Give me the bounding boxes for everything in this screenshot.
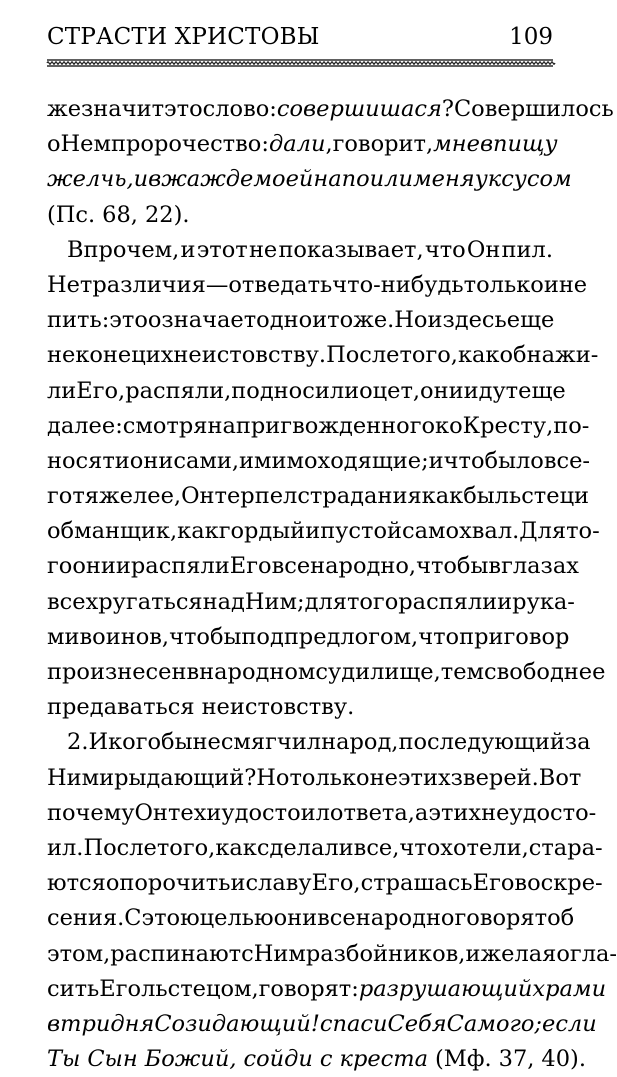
word: по- <box>553 412 590 439</box>
word: значит <box>81 96 165 122</box>
word: Он <box>466 236 501 263</box>
word: го <box>47 553 73 580</box>
word: неистовству. <box>201 694 355 721</box>
word: терпел <box>214 483 298 510</box>
word: распяли <box>398 588 498 615</box>
word: же <box>47 96 82 122</box>
word: обнажи- <box>499 342 599 369</box>
word: ли <box>47 377 77 404</box>
word: как <box>421 483 464 510</box>
word: того, <box>156 834 216 861</box>
word: Но <box>394 307 428 334</box>
word: и <box>239 447 255 474</box>
word: дня <box>110 1010 155 1037</box>
word: — <box>205 271 229 298</box>
word: распинают <box>110 940 242 967</box>
word: идут <box>463 377 519 404</box>
word: зверей. <box>450 764 539 791</box>
word: тяжелее, <box>72 483 182 510</box>
word: смотря <box>122 412 208 439</box>
word: того <box>346 588 399 615</box>
word: славу <box>245 870 312 897</box>
word: всех <box>47 588 99 615</box>
word: этом, <box>47 940 111 967</box>
word: желчь, <box>47 166 134 193</box>
word: что <box>424 236 466 263</box>
word: разрушающий <box>358 975 533 1002</box>
word: С <box>124 905 142 932</box>
word: говорят: <box>258 975 359 1002</box>
word: и <box>99 764 115 791</box>
word: распяли <box>130 553 230 580</box>
word: и <box>591 975 607 1002</box>
word: рыдающий? <box>114 764 257 791</box>
word: Нет <box>47 271 93 298</box>
word: меня <box>413 166 475 193</box>
word: в <box>47 1010 61 1037</box>
word: ил. <box>47 834 84 861</box>
word: тех <box>167 799 207 826</box>
word: Его, <box>76 377 126 404</box>
word: Для <box>519 518 567 545</box>
word: как <box>457 342 500 369</box>
word: оцет, <box>359 377 421 404</box>
word: разбойников, <box>305 940 466 967</box>
word: и <box>115 553 131 580</box>
word: с <box>319 1046 333 1073</box>
word: здесь <box>442 307 507 334</box>
word: предаваться <box>47 694 195 721</box>
word: Самого; <box>446 1010 543 1037</box>
word: ругаться <box>98 588 203 615</box>
text-line <box>47 233 553 268</box>
word: в <box>488 553 502 580</box>
word: пить: <box>47 307 110 334</box>
word: три <box>60 1010 111 1037</box>
word: Его <box>229 553 272 580</box>
word: пустой <box>320 518 403 545</box>
word: они <box>273 905 318 932</box>
word: распяли, <box>125 377 232 404</box>
word: различия <box>92 271 206 298</box>
word: Впрочем, <box>67 236 180 263</box>
word: 40). <box>541 1046 586 1073</box>
word: далее: <box>47 412 123 439</box>
word: на <box>207 412 236 439</box>
word: сить <box>47 975 100 1002</box>
word: Созидающий! <box>154 1010 320 1037</box>
text-line <box>47 620 570 655</box>
text-line <box>47 866 603 901</box>
word: 68, <box>102 201 138 228</box>
text-line <box>47 796 597 831</box>
word: только <box>463 271 544 298</box>
word: это <box>164 96 203 122</box>
word: глазах <box>501 553 579 580</box>
word: не <box>248 236 278 263</box>
text-line <box>47 374 566 409</box>
word: отведать <box>228 271 333 298</box>
word: свободнее <box>484 659 606 685</box>
text-line <box>47 761 582 796</box>
word: неистовству. <box>173 342 327 369</box>
word: ответа, <box>329 799 415 826</box>
word: Нем <box>60 131 111 158</box>
word: и <box>312 307 328 334</box>
running-title: СТРАСТИ ХРИСТОВЫ <box>47 24 320 50</box>
word: и <box>114 447 130 474</box>
word: почему <box>47 799 135 826</box>
word: пил. <box>501 236 553 263</box>
word: Он <box>181 483 215 510</box>
text-line <box>47 268 588 303</box>
word: под <box>241 623 284 650</box>
body-text <box>47 92 617 1077</box>
word: для <box>304 588 347 615</box>
word: сойди <box>243 1046 313 1073</box>
word: что <box>399 834 441 861</box>
text-line <box>47 690 553 725</box>
word: страдания <box>297 483 422 510</box>
word: жажде <box>161 166 254 193</box>
word: уксусом <box>474 166 572 193</box>
word: этот <box>196 236 248 263</box>
word: напоили <box>313 166 413 193</box>
text-line <box>47 92 614 127</box>
word: Вот <box>538 764 582 791</box>
word: пригвожденного <box>235 412 436 439</box>
text-line <box>47 725 591 760</box>
word: Он <box>134 799 168 826</box>
word: Совершилось <box>453 96 614 122</box>
word: чтобы <box>169 623 242 650</box>
word: моей <box>253 166 314 193</box>
word: Его <box>99 975 142 1002</box>
decorative-rule <box>47 59 553 67</box>
word: Себя <box>387 1010 447 1037</box>
word: Его, <box>311 870 361 897</box>
word: кого <box>108 729 162 756</box>
word: одно <box>256 307 313 334</box>
word: 37, <box>498 1046 535 1073</box>
word: этою <box>141 905 200 932</box>
word: стара- <box>528 834 603 861</box>
word: еще <box>506 307 555 334</box>
word: не <box>369 764 398 791</box>
word: они <box>129 447 174 474</box>
word: в <box>186 659 200 685</box>
word: Но <box>256 764 290 791</box>
word: гордый <box>218 518 306 545</box>
word: об <box>547 905 575 932</box>
text-line <box>47 514 600 549</box>
word: 22). <box>144 201 190 228</box>
word: и <box>427 307 443 334</box>
text-line <box>47 831 603 866</box>
word: того, <box>399 342 458 369</box>
word: огла- <box>556 940 617 967</box>
word: последующий <box>398 729 565 756</box>
word: тем <box>440 659 485 685</box>
word: чтобы <box>416 553 489 580</box>
word: и <box>497 588 513 615</box>
word: означает <box>147 307 257 334</box>
word: не <box>481 799 510 826</box>
word: опорочить <box>105 870 231 897</box>
word: После <box>326 342 400 369</box>
word: всенародно <box>317 905 455 932</box>
text-line <box>47 585 575 620</box>
word: воскре- <box>514 870 603 897</box>
word: не <box>192 729 221 756</box>
word: народном <box>199 659 316 685</box>
text-line <box>47 444 591 479</box>
word: ются <box>47 870 106 897</box>
word: то- <box>566 518 600 545</box>
word: дали, <box>268 131 333 158</box>
word: же. <box>353 307 395 334</box>
word: ко <box>435 412 463 439</box>
word: произнесен <box>47 659 187 685</box>
word: говорят <box>454 905 548 932</box>
word: льстец <box>494 483 575 510</box>
word: как <box>215 834 257 861</box>
text-line <box>47 409 590 444</box>
word: го <box>47 483 73 510</box>
word: удостоил <box>221 799 330 826</box>
word: и <box>465 940 481 967</box>
word: бы <box>161 729 193 756</box>
word: показывает, <box>278 236 424 263</box>
running-head <box>47 18 553 52</box>
word: и <box>428 447 444 474</box>
word: удосто- <box>509 799 597 826</box>
word: и <box>180 236 196 263</box>
word: воинов, <box>79 623 170 650</box>
word: сения. <box>47 905 125 932</box>
word: что <box>418 623 460 650</box>
page-number: 109 <box>509 24 553 50</box>
word: не <box>558 271 588 298</box>
word: ми <box>47 623 80 650</box>
text-line <box>47 479 590 514</box>
word: спаси <box>319 1010 388 1037</box>
text-line <box>47 198 553 233</box>
text-line <box>47 937 617 972</box>
word: 2. <box>67 729 89 756</box>
word: если <box>542 1010 597 1037</box>
word: самохвал. <box>402 518 520 545</box>
word: то <box>327 307 354 334</box>
text-line <box>47 972 607 1007</box>
word: страшась <box>360 870 473 897</box>
text-line <box>47 303 553 338</box>
word: желая <box>480 940 557 967</box>
word: всенародно, <box>271 553 417 580</box>
word: с <box>241 940 254 967</box>
word: и <box>543 271 559 298</box>
word: над <box>202 588 245 615</box>
word: целью <box>199 905 274 932</box>
word: а <box>414 799 429 826</box>
word: все, <box>353 834 400 861</box>
text-line <box>47 655 606 690</box>
word: это <box>109 307 148 334</box>
word: было <box>484 447 544 474</box>
word: что <box>443 447 485 474</box>
word: пищу <box>493 131 558 158</box>
word: Божий, <box>144 1046 237 1073</box>
word: (Мф. <box>435 1046 492 1073</box>
word: приговор <box>459 623 570 650</box>
word: После <box>83 834 157 861</box>
word: смягчил <box>220 729 322 756</box>
word: И <box>88 729 109 756</box>
word: слово: <box>202 96 277 122</box>
word: сами, <box>173 447 240 474</box>
text-line <box>47 162 572 197</box>
word: Ты <box>47 1046 81 1073</box>
word: льстецом, <box>141 975 259 1002</box>
word: пророчество: <box>111 131 269 158</box>
word: судилище, <box>315 659 441 685</box>
word: что-нибудь <box>332 271 464 298</box>
word: Кресту, <box>462 412 554 439</box>
word: мне <box>433 131 480 158</box>
word: Сын <box>87 1046 138 1073</box>
word: и <box>305 518 321 545</box>
word: еще <box>518 377 566 404</box>
text-line <box>47 127 558 162</box>
word: Ним <box>47 764 100 791</box>
text-line <box>47 901 575 936</box>
word: (Пс. <box>47 201 96 228</box>
word: Ним <box>253 940 306 967</box>
text-line <box>47 1042 586 1077</box>
word: о <box>47 131 61 158</box>
word: народ, <box>321 729 399 756</box>
text-line <box>47 1007 597 1042</box>
text-line <box>47 338 599 373</box>
word: не <box>47 342 76 369</box>
word: конец <box>75 342 146 369</box>
word: они <box>420 377 464 404</box>
word: бы <box>463 483 495 510</box>
word: этих <box>428 799 482 826</box>
word: сделали <box>256 834 354 861</box>
word: за <box>564 729 591 756</box>
word: подносили <box>231 377 360 404</box>
word: обманщик, <box>47 518 178 545</box>
word: и <box>206 799 222 826</box>
word: их <box>145 342 174 369</box>
word: в <box>479 131 494 158</box>
word: и <box>574 483 590 510</box>
word: храм <box>532 975 592 1002</box>
word: Его <box>472 870 515 897</box>
word: этих <box>397 764 451 791</box>
word: Ним; <box>244 588 305 615</box>
word: рука- <box>512 588 575 615</box>
word: все- <box>543 447 591 474</box>
word: предлогом, <box>283 623 419 650</box>
word: как <box>177 518 219 545</box>
word: хотели, <box>440 834 529 861</box>
word: и <box>133 166 149 193</box>
word: носят <box>47 447 115 474</box>
word: они <box>72 553 116 580</box>
word: и <box>230 870 246 897</box>
word: совершишася? <box>276 96 454 122</box>
word: креста <box>339 1046 429 1073</box>
word: только <box>289 764 370 791</box>
word: мимоходящие; <box>254 447 429 474</box>
word: в <box>148 166 162 193</box>
text-line <box>47 549 579 584</box>
word: говорит, <box>332 131 434 158</box>
